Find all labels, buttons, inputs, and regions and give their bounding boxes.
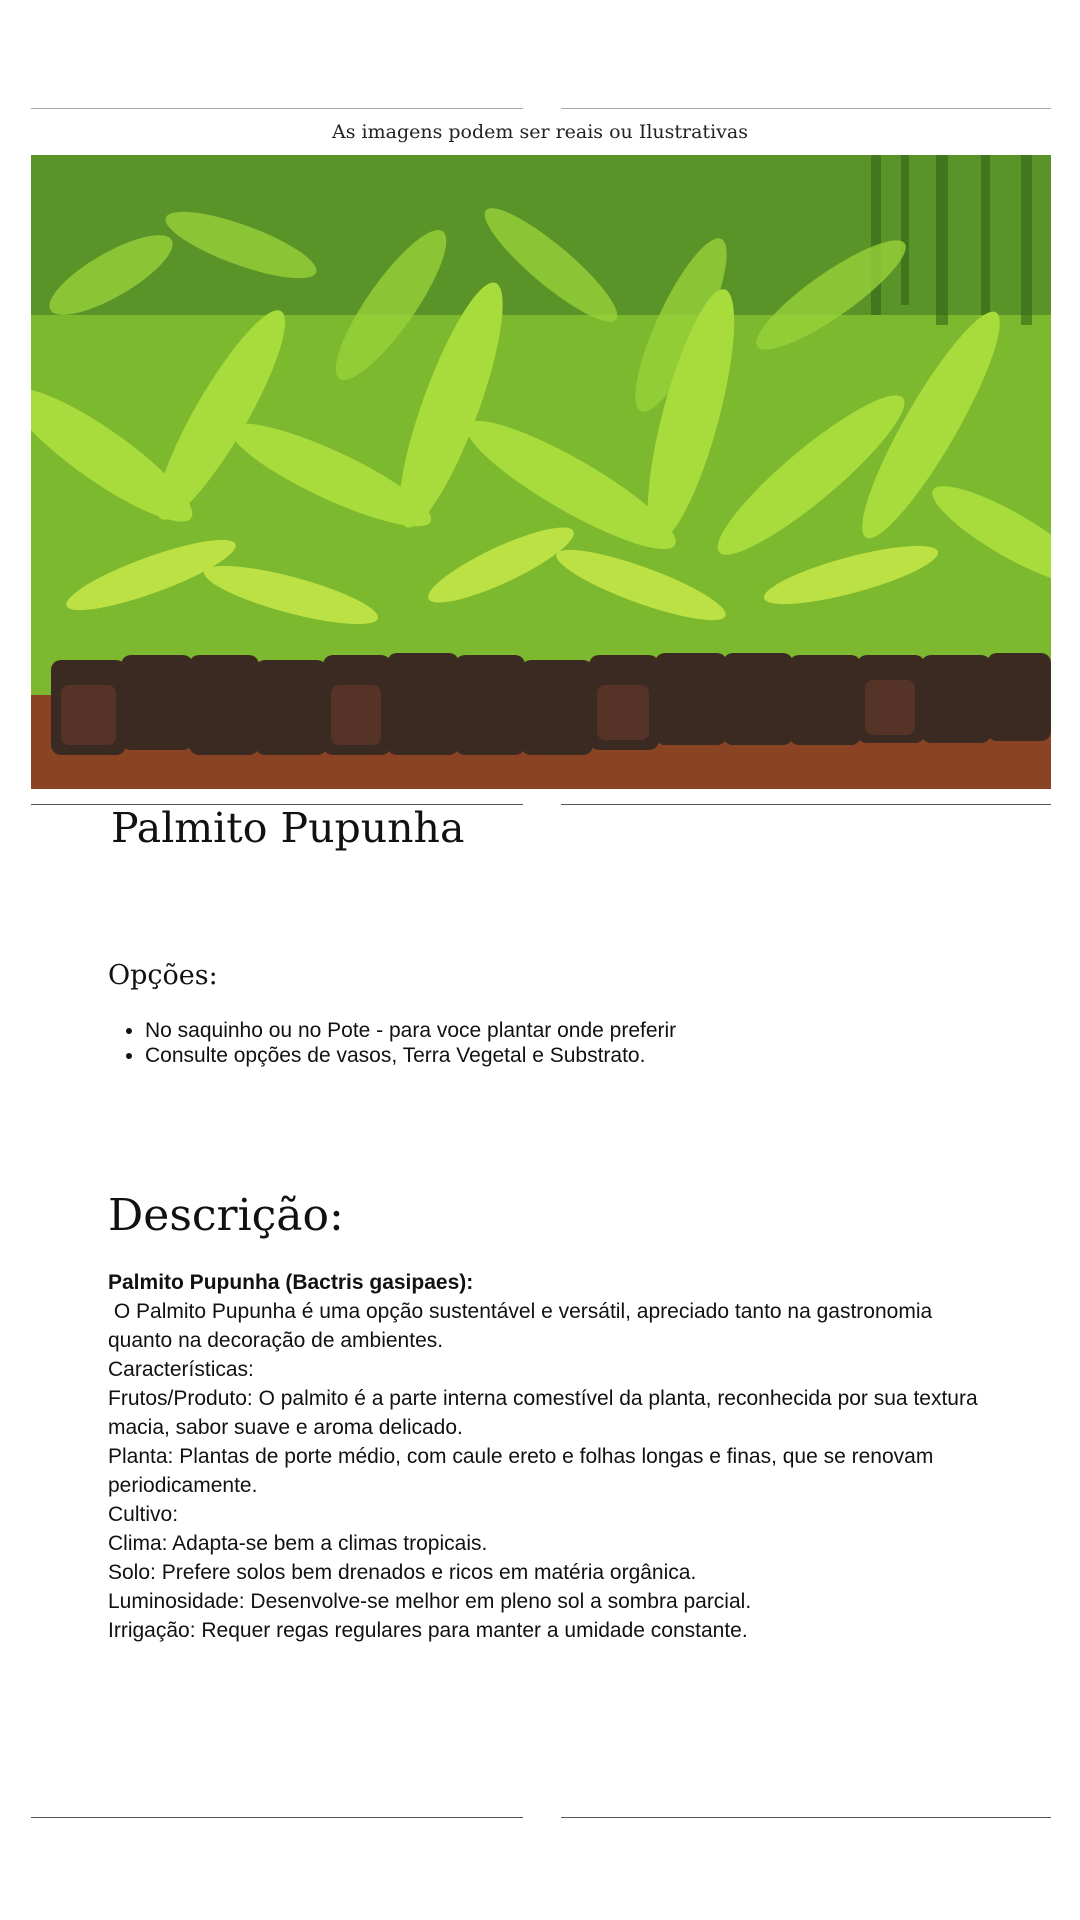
description-line: Características: xyxy=(108,1358,254,1381)
top-divider-left xyxy=(31,108,523,109)
bottom-divider-left xyxy=(31,1817,523,1818)
description-line: Planta: Plantas de porte médio, com caule ereto e folhas longas e finas, que se renovam periodicamente. xyxy=(108,1445,934,1497)
description-line: Solo: Prefere solos bem drenados e ricos em matéria orgânica. xyxy=(108,1561,697,1584)
option-item: • Consulte opções de vasos, Terra Vegetal e Substrato. xyxy=(145,1043,676,1068)
product-image xyxy=(31,155,1051,789)
description-heading: Descrição: xyxy=(108,1190,344,1241)
description-line: O Palmito Pupunha é uma opção sustentável e versátil, apreciado tanto na gastronomia quanto na decoração de ambientes. xyxy=(108,1300,939,1352)
description-line: Frutos/Produto: O palmito é a parte interna comestível da planta, reconhecida por sua textura macia, sabor suave e aroma delicado. xyxy=(108,1387,978,1439)
option-item: • No saquinho ou no Pote - para voce plantar onde preferir xyxy=(145,1018,676,1043)
description-line: Irrigação: Requer regas regulares para manter a umidade constante. xyxy=(108,1619,748,1642)
description-line: Cultivo: xyxy=(108,1503,179,1526)
title-divider-right xyxy=(561,804,1051,805)
top-divider-right xyxy=(561,108,1051,109)
description-line: Luminosidade: Desenvolve-se melhor em pleno sol a sombra parcial. xyxy=(108,1590,752,1613)
description-line: Clima: Adapta-se bem a climas tropicais. xyxy=(108,1532,488,1555)
options-heading: Opções: xyxy=(108,960,218,991)
bottom-divider-right xyxy=(561,1817,1051,1818)
description-subtitle: Palmito Pupunha (Bactris gasipaes): xyxy=(108,1271,474,1294)
options-list xyxy=(108,1018,676,1068)
description-body xyxy=(108,1268,988,1645)
image-disclaimer: As imagens podem ser reais ou Ilustrativas xyxy=(332,121,748,143)
product-title: Palmito Pupunha xyxy=(111,804,465,852)
